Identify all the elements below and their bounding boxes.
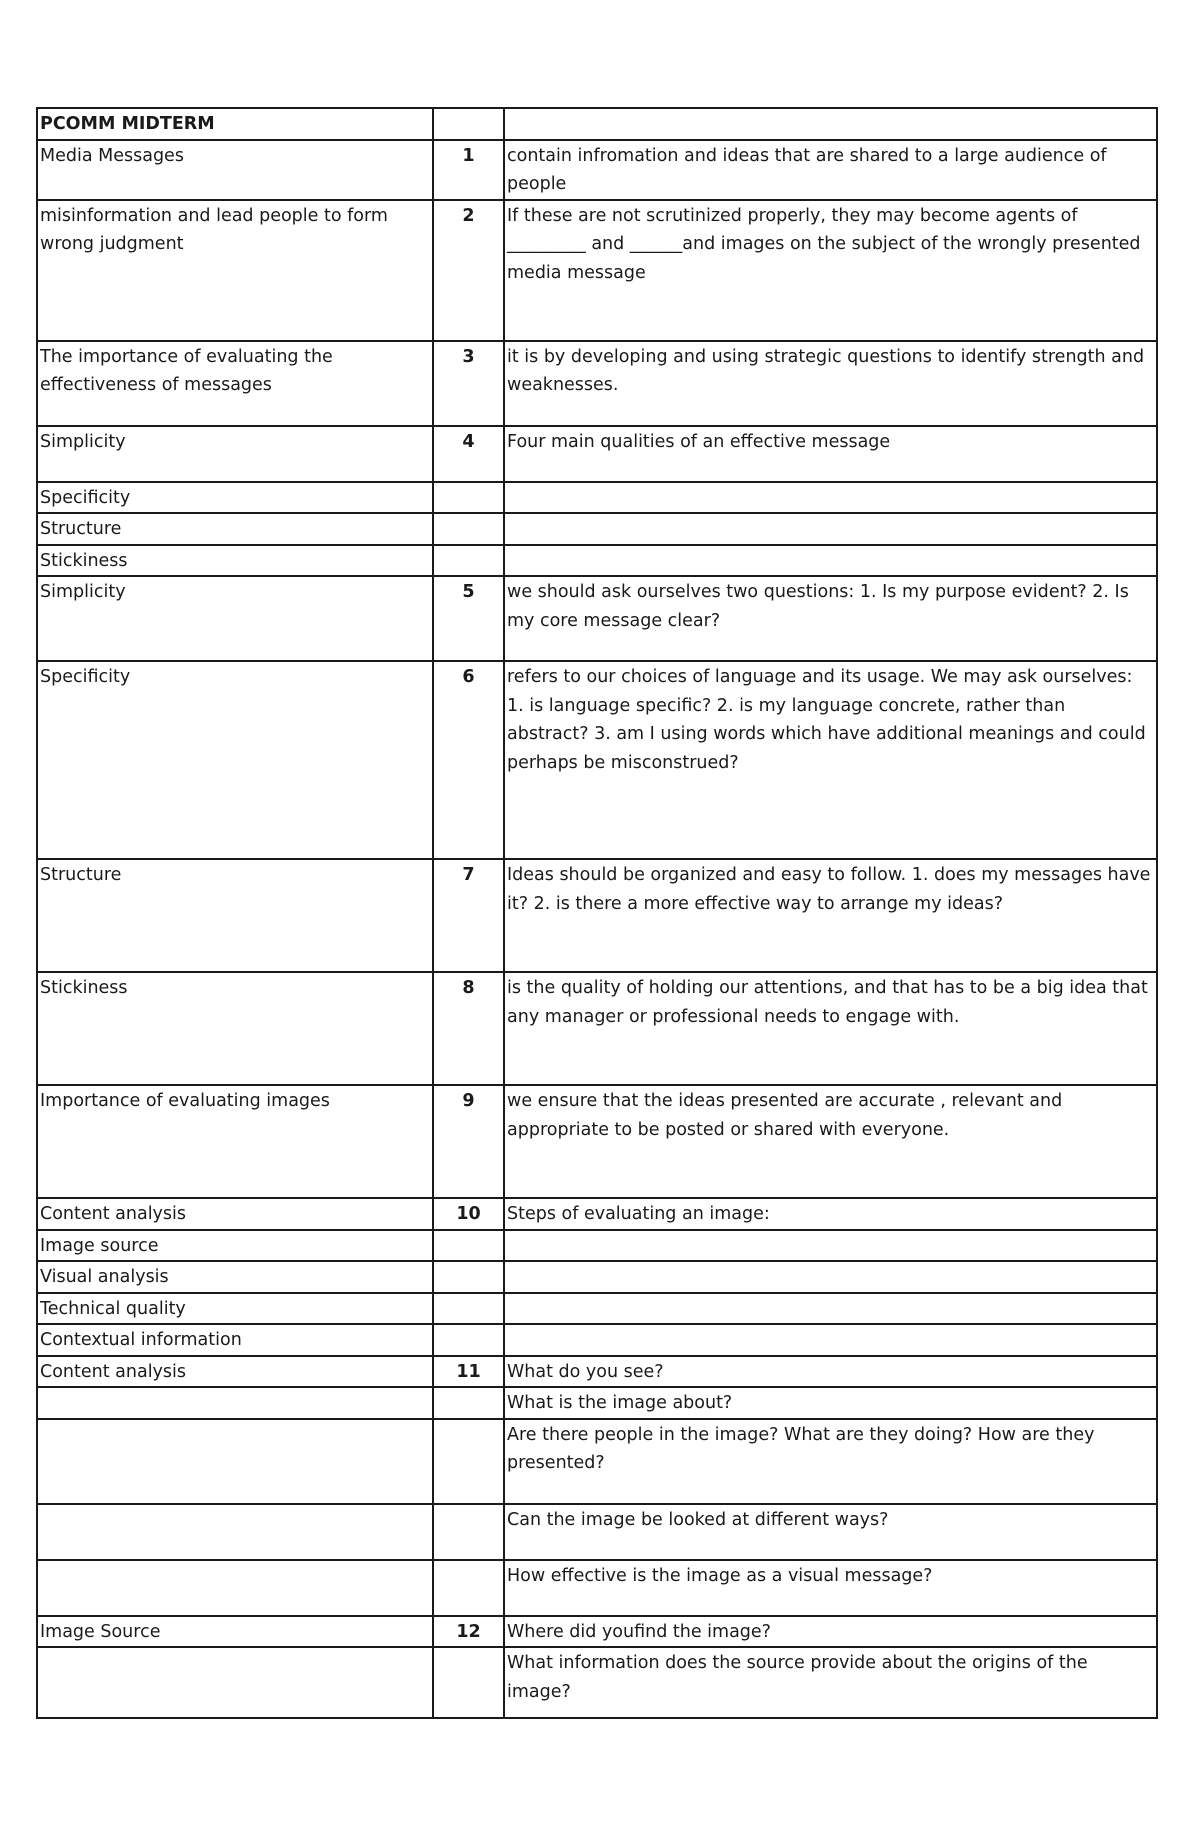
number-cell: 8 bbox=[433, 972, 504, 1085]
table-title-row bbox=[37, 108, 1157, 140]
title-num-cell bbox=[433, 108, 504, 140]
number-cell bbox=[433, 1293, 504, 1325]
table-row bbox=[37, 140, 1157, 200]
table-row bbox=[37, 859, 1157, 972]
term-cell: The importance of evaluating the effectiveness of messages bbox=[37, 341, 433, 426]
description-cell bbox=[504, 545, 1157, 577]
term-cell: Media Messages bbox=[37, 140, 433, 200]
number-cell: 9 bbox=[433, 1085, 504, 1198]
number-cell bbox=[433, 1324, 504, 1356]
description-cell: What is the image about? bbox=[504, 1387, 1157, 1419]
table-row bbox=[37, 1198, 1157, 1230]
description-cell: we ensure that the ideas presented are accurate , relevant and appropriate to be posted or shared with everyone. bbox=[504, 1085, 1157, 1198]
table-row bbox=[37, 513, 1157, 545]
term-cell: Structure bbox=[37, 513, 433, 545]
number-cell: 5 bbox=[433, 576, 504, 661]
term-cell bbox=[37, 1387, 433, 1419]
table-row bbox=[37, 1560, 1157, 1616]
table-row bbox=[37, 341, 1157, 426]
number-cell: 11 bbox=[433, 1356, 504, 1388]
table-row bbox=[37, 1387, 1157, 1419]
table-row bbox=[37, 545, 1157, 577]
description-cell: Four main qualities of an effective message bbox=[504, 426, 1157, 482]
term-cell: Structure bbox=[37, 859, 433, 972]
description-cell: What information does the source provide about the origins of the image? bbox=[504, 1647, 1157, 1718]
term-cell bbox=[37, 1647, 433, 1718]
number-cell bbox=[433, 1387, 504, 1419]
number-cell: 1 bbox=[433, 140, 504, 200]
table-row bbox=[37, 661, 1157, 859]
number-cell: 6 bbox=[433, 661, 504, 859]
number-cell bbox=[433, 1419, 504, 1504]
table-row bbox=[37, 426, 1157, 482]
term-cell: Visual analysis bbox=[37, 1261, 433, 1293]
table-row bbox=[37, 482, 1157, 514]
table-row bbox=[37, 1356, 1157, 1388]
description-cell: What do you see? bbox=[504, 1356, 1157, 1388]
table-row bbox=[37, 1085, 1157, 1198]
term-cell: Specificity bbox=[37, 661, 433, 859]
description-cell: it is by developing and using strategic questions to identify strength and weaknesses. bbox=[504, 341, 1157, 426]
description-cell bbox=[504, 1261, 1157, 1293]
description-cell bbox=[504, 482, 1157, 514]
number-cell: 2 bbox=[433, 200, 504, 341]
table-row bbox=[37, 1324, 1157, 1356]
term-cell: Technical quality bbox=[37, 1293, 433, 1325]
number-cell bbox=[433, 513, 504, 545]
term-cell: Simplicity bbox=[37, 426, 433, 482]
term-cell: Specificity bbox=[37, 482, 433, 514]
number-cell: 7 bbox=[433, 859, 504, 972]
description-cell bbox=[504, 1230, 1157, 1262]
number-cell bbox=[433, 1230, 504, 1262]
description-cell: Where did youfind the image? bbox=[504, 1616, 1157, 1648]
term-cell bbox=[37, 1560, 433, 1616]
number-cell bbox=[433, 1261, 504, 1293]
number-cell: 3 bbox=[433, 341, 504, 426]
term-cell: Stickiness bbox=[37, 545, 433, 577]
table-row bbox=[37, 1419, 1157, 1504]
table-row bbox=[37, 1293, 1157, 1325]
table-row bbox=[37, 972, 1157, 1085]
term-cell: Image Source bbox=[37, 1616, 433, 1648]
description-cell bbox=[504, 1324, 1157, 1356]
table-row bbox=[37, 1261, 1157, 1293]
number-cell: 10 bbox=[433, 1198, 504, 1230]
description-cell: Can the image be looked at different ways? bbox=[504, 1504, 1157, 1560]
term-cell: Content analysis bbox=[37, 1198, 433, 1230]
table-row bbox=[37, 1647, 1157, 1718]
term-cell: Stickiness bbox=[37, 972, 433, 1085]
number-cell bbox=[433, 545, 504, 577]
term-cell bbox=[37, 1504, 433, 1560]
description-cell bbox=[504, 1293, 1157, 1325]
number-cell bbox=[433, 1560, 504, 1616]
term-cell bbox=[37, 1419, 433, 1504]
description-cell: contain infromation and ideas that are shared to a large audience of people bbox=[504, 140, 1157, 200]
term-cell: Image source bbox=[37, 1230, 433, 1262]
table-row bbox=[37, 1230, 1157, 1262]
number-cell bbox=[433, 1504, 504, 1560]
term-cell: misinformation and lead people to form wrong judgment bbox=[37, 200, 433, 341]
description-cell: we should ask ourselves two questions: 1. Is my purpose evident? 2. Is my core message clear? bbox=[504, 576, 1157, 661]
description-cell: refers to our choices of language and its usage. We may ask ourselves: 1. is language specific? 2. is my language concrete, rather than abstract? 3. am I using words which have additional meanings and could perhaps be misconstrued? bbox=[504, 661, 1157, 859]
description-cell bbox=[504, 513, 1157, 545]
description-cell: If these are not scrutinized properly, they may become agents of _________ and ______and images on the subject of the wrongly presented media message bbox=[504, 200, 1157, 341]
term-cell: Content analysis bbox=[37, 1356, 433, 1388]
description-cell: Ideas should be organized and easy to follow. 1. does my messages have it? 2. is there a more effective way to arrange my ideas? bbox=[504, 859, 1157, 972]
title-desc-cell bbox=[504, 108, 1157, 140]
table-row bbox=[37, 1504, 1157, 1560]
table-row bbox=[37, 1616, 1157, 1648]
number-cell: 4 bbox=[433, 426, 504, 482]
number-cell bbox=[433, 482, 504, 514]
term-cell: Importance of evaluating images bbox=[37, 1085, 433, 1198]
number-cell: 12 bbox=[433, 1616, 504, 1648]
description-cell: Are there people in the image? What are they doing? How are they presented? bbox=[504, 1419, 1157, 1504]
description-cell: Steps of evaluating an image: bbox=[504, 1198, 1157, 1230]
term-cell: Simplicity bbox=[37, 576, 433, 661]
description-cell: is the quality of holding our attentions, and that has to be a big idea that any manager or professional needs to engage with. bbox=[504, 972, 1157, 1085]
number-cell bbox=[433, 1647, 504, 1718]
term-cell: Contextual information bbox=[37, 1324, 433, 1356]
description-cell: How effective is the image as a visual message? bbox=[504, 1560, 1157, 1616]
midterm-table bbox=[36, 107, 1158, 1719]
table-row bbox=[37, 576, 1157, 661]
table-row bbox=[37, 200, 1157, 341]
table-title: PCOMM MIDTERM bbox=[37, 108, 433, 140]
